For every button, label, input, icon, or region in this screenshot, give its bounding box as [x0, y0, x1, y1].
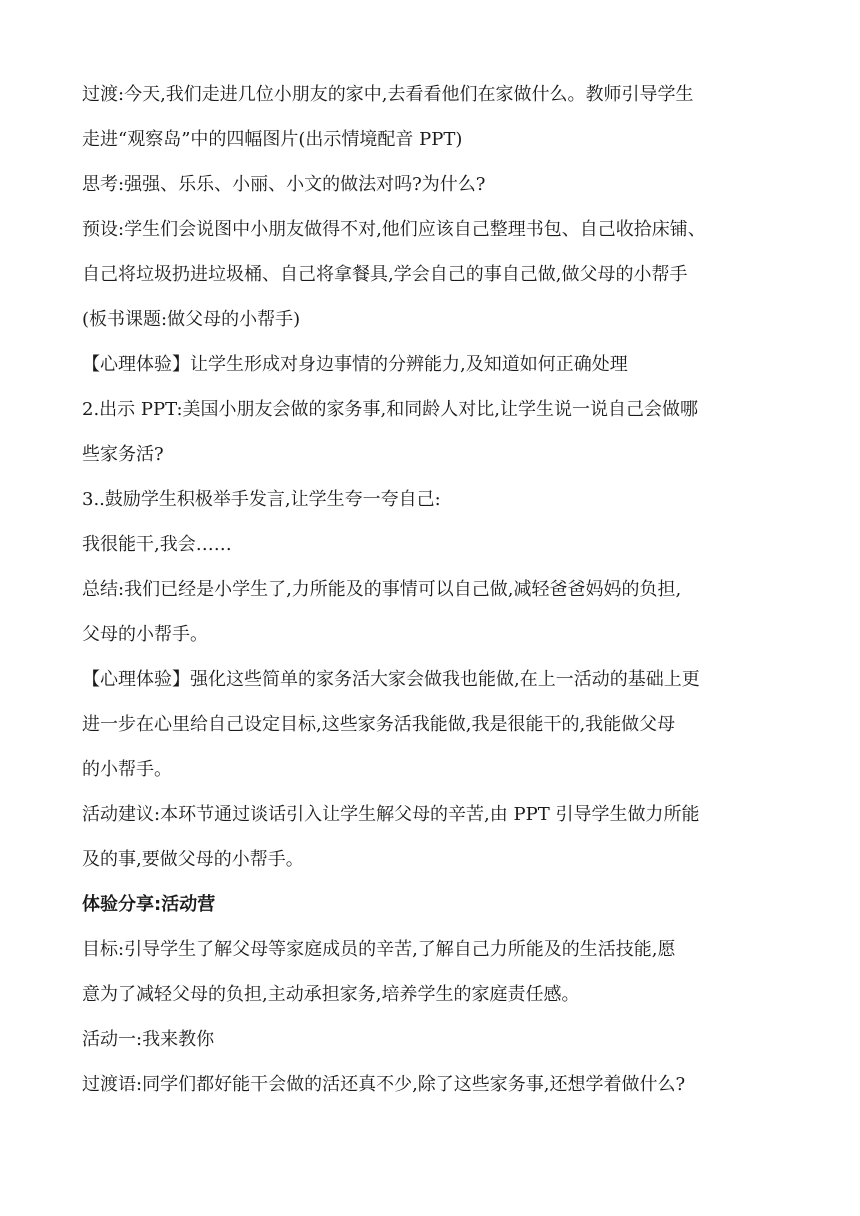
text-line: 预设:学生们会说图中小朋友做得不对,他们应该自己整理书包、自己收拾床铺、	[82, 219, 706, 240]
text-line: 目标:引导学生了解父母等家庭成员的辛苦,了解自己力所能及的生活技能,愿	[82, 939, 676, 960]
text-line: 我很能干,我会……	[82, 534, 232, 555]
text-line: 2.出示 PPT:美国小朋友会做的家务事,和同龄人对比,让学生说一说自己会做哪	[82, 399, 698, 420]
section-heading: 体验分享:活动营	[82, 894, 216, 915]
text-line: 自己将垃圾扔进垃圾桶、自己将拿餐具,学会自己的事自己做,做父母的小帮手	[82, 264, 688, 285]
text-line: (板书课题:做父母的小帮手)	[82, 309, 301, 330]
text-line: 活动一:我来教你	[82, 1029, 215, 1050]
text-line: 过渡:今天,我们走进几位小朋友的家中,去看看他们在家做什么。教师引导学生	[82, 84, 694, 105]
text-line: 进一步在心里给自己设定目标,这些家务活我能做,我是很能干的,我能做父母	[82, 714, 676, 735]
text-line: 【心理体验】强化这些简单的家务活大家会做我也能做,在上一活动的基础上更	[82, 669, 700, 690]
text-line: 过渡语:同学们都好能干会做的活还真不少,除了这些家务事,还想学着做什么?	[82, 1074, 686, 1095]
text-line: 总结:我们已经是小学生了,力所能及的事情可以自己做,减轻爸爸妈妈的负担,	[82, 579, 682, 600]
text-line: 些家务活?	[82, 444, 164, 465]
text-line: 意为了减轻父母的负担,主动承担家务,培养学生的家庭责任感。	[82, 984, 580, 1005]
document-body	[82, 86, 782, 1121]
text-line: 活动建议:本环节通过谈话引入让学生解父母的辛苦,由 PPT 引导学生做力所能	[82, 804, 700, 825]
text-line: 走进“观察岛”中的四幅图片(出示情境配音 PPT)	[82, 129, 463, 150]
text-line: 3..鼓励学生积极举手发言,让学生夸一夸自己:	[82, 489, 441, 510]
text-line: 思考:强强、乐乐、小丽、小文的做法对吗?为什么?	[82, 174, 486, 195]
text-line: 的小帮手。	[82, 759, 172, 780]
text-line: 及的事,要做父母的小帮手。	[82, 849, 304, 870]
text-line: 父母的小帮手。	[82, 624, 208, 645]
text-line: 【心理体验】让学生形成对身边事情的分辨能力,及知道如何正确处理	[82, 354, 628, 375]
